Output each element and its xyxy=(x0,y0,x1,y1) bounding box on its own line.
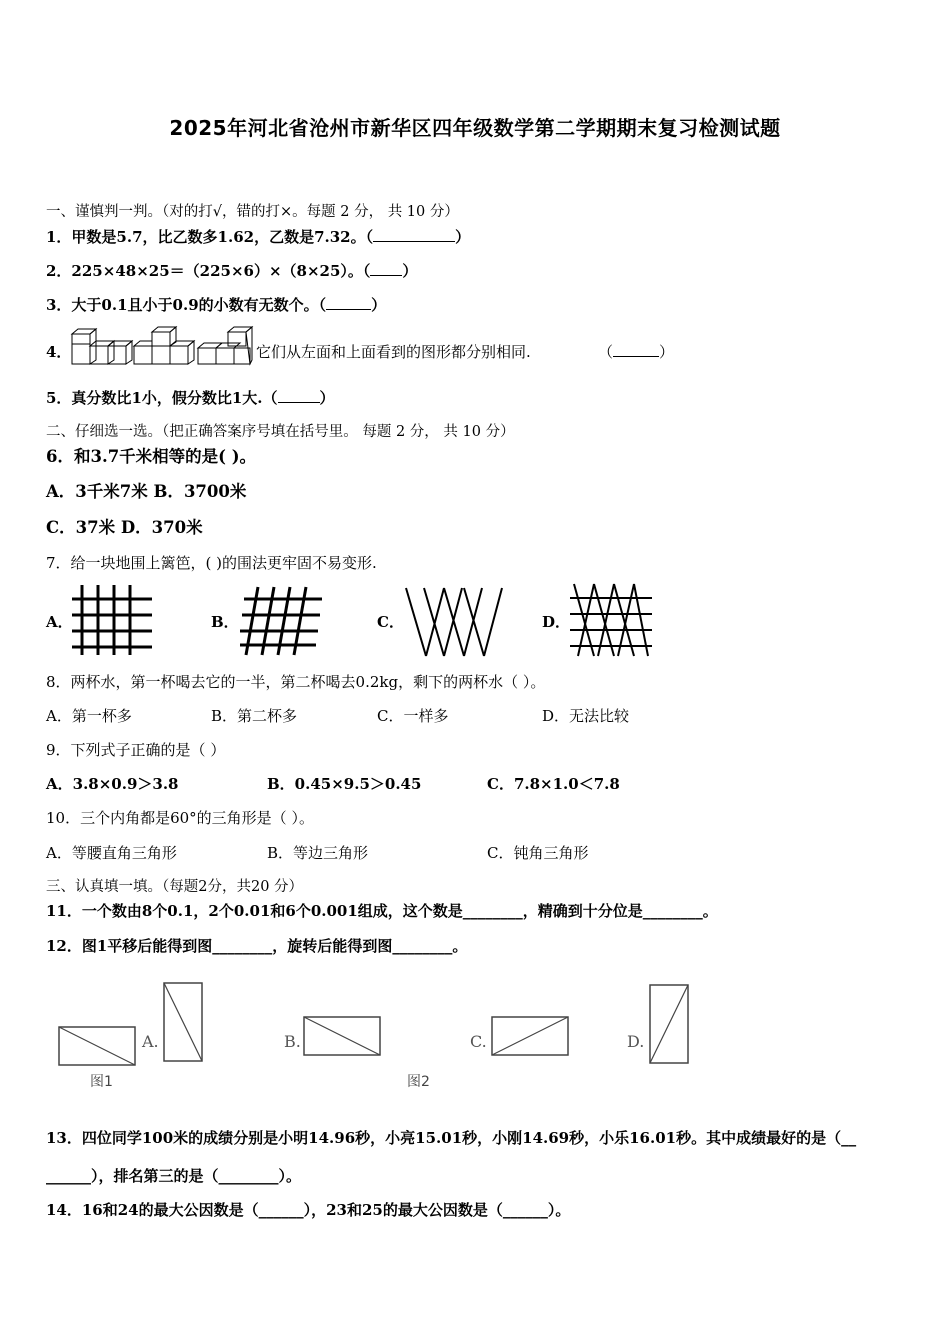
question-8-option-a: A．第一杯多 xyxy=(46,707,132,725)
figure-2-caption: 图2 xyxy=(407,1074,430,1090)
figure-1-rectangle xyxy=(58,1026,136,1066)
figure-d-rectangle xyxy=(649,984,689,1064)
question-1: 1．甲数是5.7，比乙数多1.62，乙数是7.32。（ ） xyxy=(46,228,471,246)
question-4-number: 4． xyxy=(46,343,72,361)
page-title: 2025年河北省沧州市新华区四年级数学第二学期期末复习检测试题 xyxy=(169,116,781,140)
question-13-line2: ______），排名第三的是（________）。 xyxy=(46,1167,302,1185)
figure-label-a: A. xyxy=(142,1032,159,1051)
section1-heading: 一、谨慎判一判。（对的打√，错的打×。每题 2 分， 共 10 分） xyxy=(46,204,459,220)
question-5: 5．真分数比1小，假分数比1大.（ ） xyxy=(46,389,335,407)
fence-grid-a xyxy=(72,585,152,655)
question-10-option-a: A．等腰直角三角形 xyxy=(46,844,177,862)
question-6-options-row1: A．3千米7米 B．3700米 xyxy=(46,482,247,501)
question-3: 3．大于0.1且小于0.9的小数有无数个。（ ） xyxy=(46,296,387,314)
question-13-line1: 13．四位同学100米的成绩分别是小明14.96秒，小亮15.01秒，小刚14.69秒，小乐16.01秒。其中成绩最好的是（__ xyxy=(46,1129,857,1147)
question-4-text: 它们从左面和上面看到的图形都分别相同. xyxy=(256,343,531,361)
section3-heading: 三、认真填一填。（每题2分，共20 分） xyxy=(46,879,304,895)
figure-label-c: C. xyxy=(470,1032,487,1051)
question-7-label-d: D． xyxy=(542,613,571,631)
figure-a-rectangle xyxy=(163,982,203,1062)
question-7-label-b: B． xyxy=(211,613,239,631)
fence-cross-c xyxy=(406,588,502,656)
question-6: 6．和3.7千米相等的是( )。 xyxy=(46,447,257,466)
figure-c-rectangle xyxy=(491,1016,569,1056)
question-4-blank: （ ） xyxy=(598,343,675,361)
figure-1-caption: 图1 xyxy=(90,1074,113,1090)
fence-grid-b xyxy=(240,587,322,655)
question-9: 9．下列式子正确的是（ ） xyxy=(46,741,226,759)
figure-label-d: D. xyxy=(627,1032,645,1051)
cube-figures xyxy=(68,326,258,370)
question-7: 7．给一块地围上篱笆，( )的围法更牢固不易变形. xyxy=(46,554,377,572)
question-6-options-row2: C．37米 D．370米 xyxy=(46,518,203,537)
question-10-option-b: B．等边三角形 xyxy=(267,844,369,862)
question-8: 8．两杯水，第一杯喝去它的一半，第二杯喝去0.2kg，剩下的两杯水（ ）。 xyxy=(46,673,546,691)
figure-label-b: B. xyxy=(284,1032,301,1051)
fence-cross-d xyxy=(570,584,652,656)
question-9-option-a: A．3.8×0.9＞3.8 xyxy=(46,775,179,793)
section2-heading: 二、仔细选一选。（把正确答案序号填在括号里。 每题 2 分， 共 10 分） xyxy=(46,424,515,440)
question-10-option-c: C．钝角三角形 xyxy=(487,844,589,862)
question-7-label-a: A． xyxy=(46,613,73,631)
question-7-label-c: C． xyxy=(377,613,404,631)
question-2: 2．225×48×25＝（225×6）×（8×25）。（ ） xyxy=(46,262,418,280)
question-8-option-d: D．无法比较 xyxy=(542,707,630,725)
figure-b-rectangle xyxy=(303,1016,381,1056)
question-9-option-b: B．0.45×9.5＞0.45 xyxy=(267,775,422,793)
question-12: 12．图1平移后能得到图________，旋转后能得到图________。 xyxy=(46,937,468,955)
question-10: 10．三个内角都是60°的三角形是（ ）。 xyxy=(46,809,314,827)
question-9-option-c: C．7.8×1.0＜7.8 xyxy=(487,775,620,793)
question-11: 11．一个数由8个0.1，2个0.01和6个0.001组成，这个数是________，精确到十分位是________。 xyxy=(46,902,718,920)
question-8-option-c: C．一样多 xyxy=(377,707,449,725)
question-14: 14．16和24的最大公因数是（______），23和25的最大公因数是（______）。 xyxy=(46,1201,571,1219)
question-8-option-b: B．第二杯多 xyxy=(211,707,298,725)
